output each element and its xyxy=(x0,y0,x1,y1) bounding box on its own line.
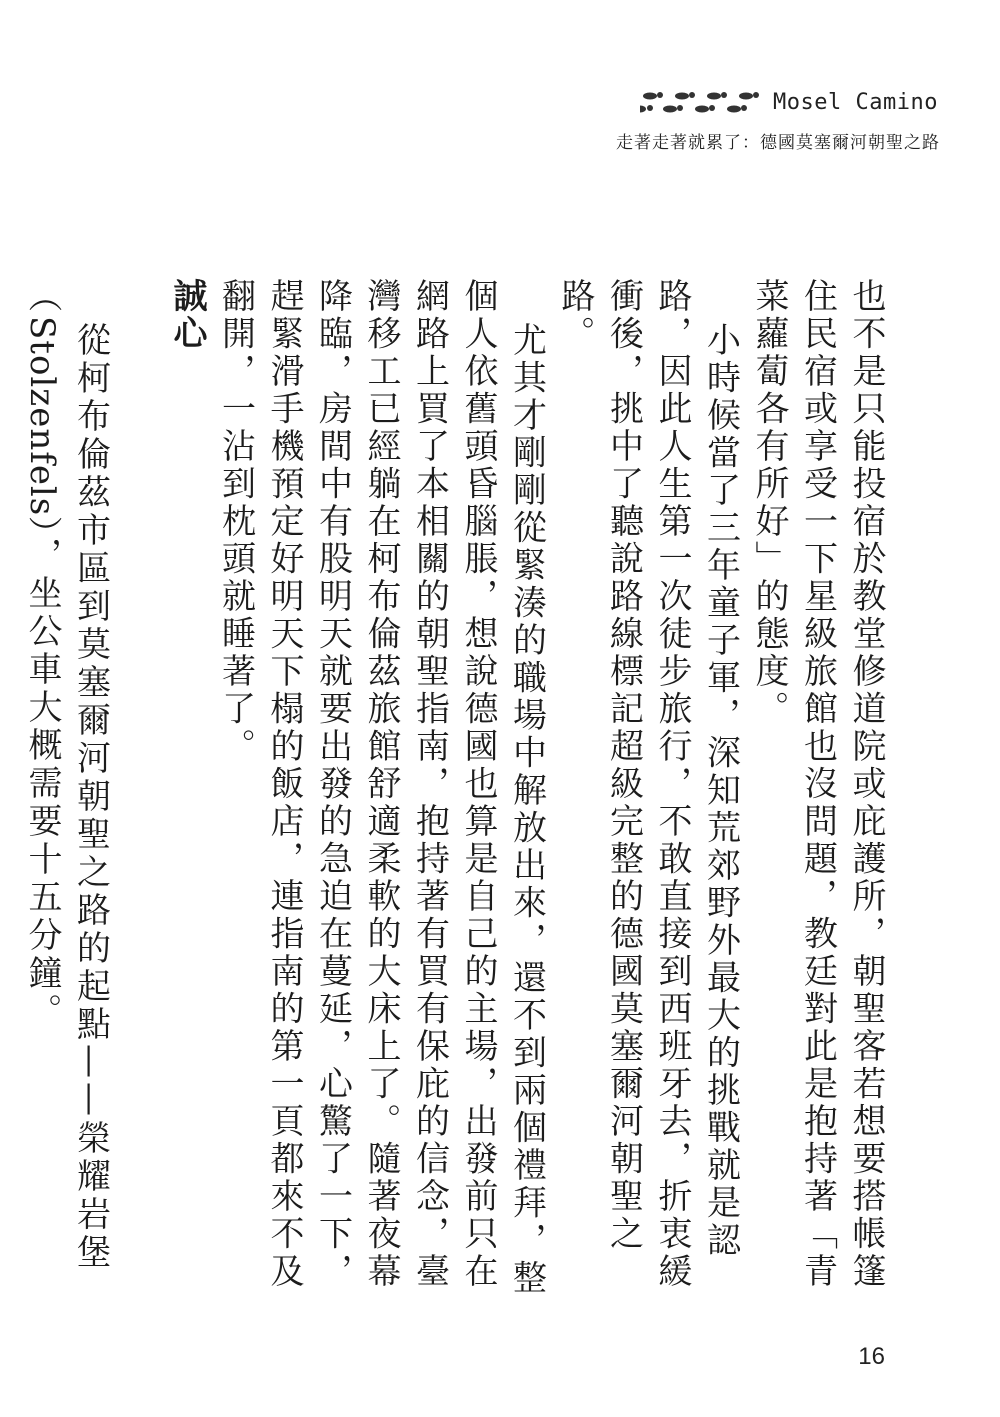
paragraph-1: 也不是只能投宿於教堂修道院或庇護所，朝聖客若想要搭帳篷住民宿或享受一下星級旅館也沒問題，教廷對此是抱持著「青菜蘿蔔各有所好」的態度。 xyxy=(749,278,886,1291)
running-header xyxy=(520,88,940,158)
paragraph-3: 尤其才剛剛從緊湊的職場中解放出來，還不到兩個禮拜，整個人依舊頭昏腦脹，想說德國也算是自己的主場，出發前只在網路上買了本相關的朝聖指南，抱持著有買有保庇的信念，臺灣移工已經躺在柯布倫茲旅館舒適柔軟的大床上了。隨著夜幕降臨，房間中有股明天就要出發的急迫在蔓延，心驚了一下，趕緊滑手機預定好明天下榻的飯店，連指南的第一頁都來不及翻開，一沾到枕頭就睡著了。 xyxy=(215,278,547,1298)
section-heading: 誠心 xyxy=(167,278,207,352)
note-tail: ），坐公車大概需要十五分鐘。 xyxy=(22,516,62,1032)
series-title: Mosel Camino xyxy=(773,90,938,115)
paragraph-2: 小時候當了三年童子軍，深知荒郊野外最大的挑戰就是認路，因此人生第一次徒步旅行，不敢直接到西班牙去，折衷緩衝後，挑中了聽說路線標記超級完整的德國莫塞爾河朝聖之路。 xyxy=(555,278,741,1291)
book-title: 走著走著就累了：德國莫塞爾河朝聖之路 xyxy=(616,133,940,153)
note-paragraph xyxy=(18,278,115,1318)
page-number: 16 xyxy=(858,1343,885,1370)
note-latin-name: Stolzenfels xyxy=(22,316,62,517)
note-paren-open: （ xyxy=(22,278,62,316)
vertical-body-text xyxy=(22,278,890,1318)
note-main: 從柯布倫茲市區到莫塞爾河朝聖之路的起點——榮耀岩堡 xyxy=(70,322,111,1273)
